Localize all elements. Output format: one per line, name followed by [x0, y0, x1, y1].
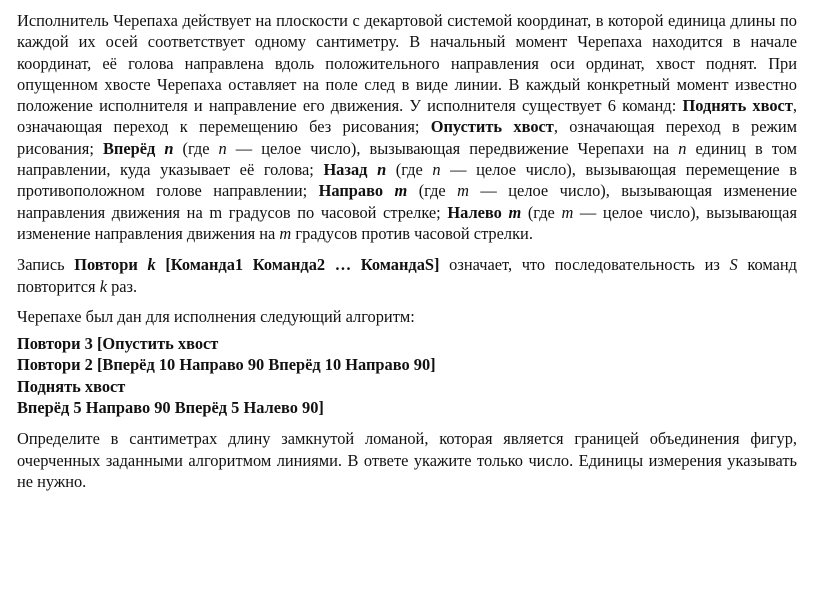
variable: n [218, 138, 227, 158]
text-run: — целое число), вызывающая изменение направления движения на m градусов по часовой стрелке; [17, 181, 797, 222]
bold-italic-variable: k [147, 255, 156, 275]
text-run: (где [521, 202, 562, 222]
algorithm-intro: Черепахе был дан для исполнения следующий алгоритм: [17, 306, 415, 326]
algorithm-code [17, 333, 797, 418]
variable: n [678, 138, 687, 158]
command-name: [Команда1 Команда2 … КомандаS] [155, 255, 440, 275]
text-run: , означающая переход к перемещению без рисования; [17, 96, 797, 137]
command-name: Назад [323, 160, 378, 180]
text-run: (где [386, 160, 433, 180]
variable: m [457, 181, 469, 201]
command-name: Вперёд [102, 138, 165, 158]
bold-italic-variable: n [377, 160, 387, 180]
variable: S [729, 255, 738, 275]
repeat-notation-description [17, 254, 797, 297]
text-run: (где [407, 181, 458, 201]
command-name: Налево [447, 202, 509, 222]
command-name: Повтори [74, 255, 148, 275]
text-run: Запись [17, 255, 75, 275]
text-run: (где [173, 138, 219, 158]
question-text: Определите в сантиметрах длину замкнутой ломаной, которая является границей объединения фигур, очерченных заданными алгоритмом линиями. В ответе укажите только число. Единицы измерения указывать не нужно. [17, 429, 797, 491]
command-name: Поднять хвост [682, 96, 793, 116]
text-run: — целое число), вызывающая перемещение в противоположном голове направлении; [17, 160, 797, 201]
text-run: раз. [106, 276, 138, 296]
algorithm-line: Вперёд 5 Направо 90 Вперёд 5 Налево 90] [17, 398, 324, 418]
text-run: — целое число), вызывающая передвижение Черепахи на [226, 138, 679, 158]
bold-italic-variable: m [508, 202, 522, 222]
variable: m [279, 223, 292, 243]
bold-italic-variable: n [164, 138, 174, 158]
algorithm-line: Поднять хвост [17, 376, 126, 396]
variable: n [432, 160, 441, 180]
variable: k [99, 276, 107, 296]
text-run: , означающая переход в режим рисования; [17, 117, 797, 158]
text-run: единиц в том направлении, куда указывает её голова; [17, 138, 798, 180]
text-run: градусов против часовой стрелки. [291, 223, 533, 243]
text-run: команд повторится [17, 255, 798, 296]
variable: m [561, 202, 574, 222]
algorithm-line: Повтори 2 [Вперёд 10 Направо 90 Вперёд 10 Направо 90] [17, 355, 436, 375]
text-run: Исполнитель Черепаха действует на плоскости с декартовой системой координат, в которой единица длины по каждой их осей соответствует одному сантиметру. В начальный момент Черепаха находится в начале координат, её голова направлена вдоль положительного направления оси ординат, хвост поднят. При опущенном хвосте Черепаха оставляет на поле след в виде линии. В каждый конкретный момент известно положение исполнителя и направление его движения. У исполнителя существует 6 команд: [17, 11, 797, 116]
bold-italic-variable: m [394, 181, 408, 201]
text-run: означает, что последовательность из [439, 255, 730, 275]
algorithm-line: Повтори 3 [Опустить хвост [17, 334, 219, 354]
text-run: — целое число), вызывающая изменение направления движения на [17, 202, 797, 243]
command-name: Опустить хвост [430, 117, 554, 137]
problem-description [17, 10, 797, 244]
command-name: Направо [318, 181, 395, 201]
